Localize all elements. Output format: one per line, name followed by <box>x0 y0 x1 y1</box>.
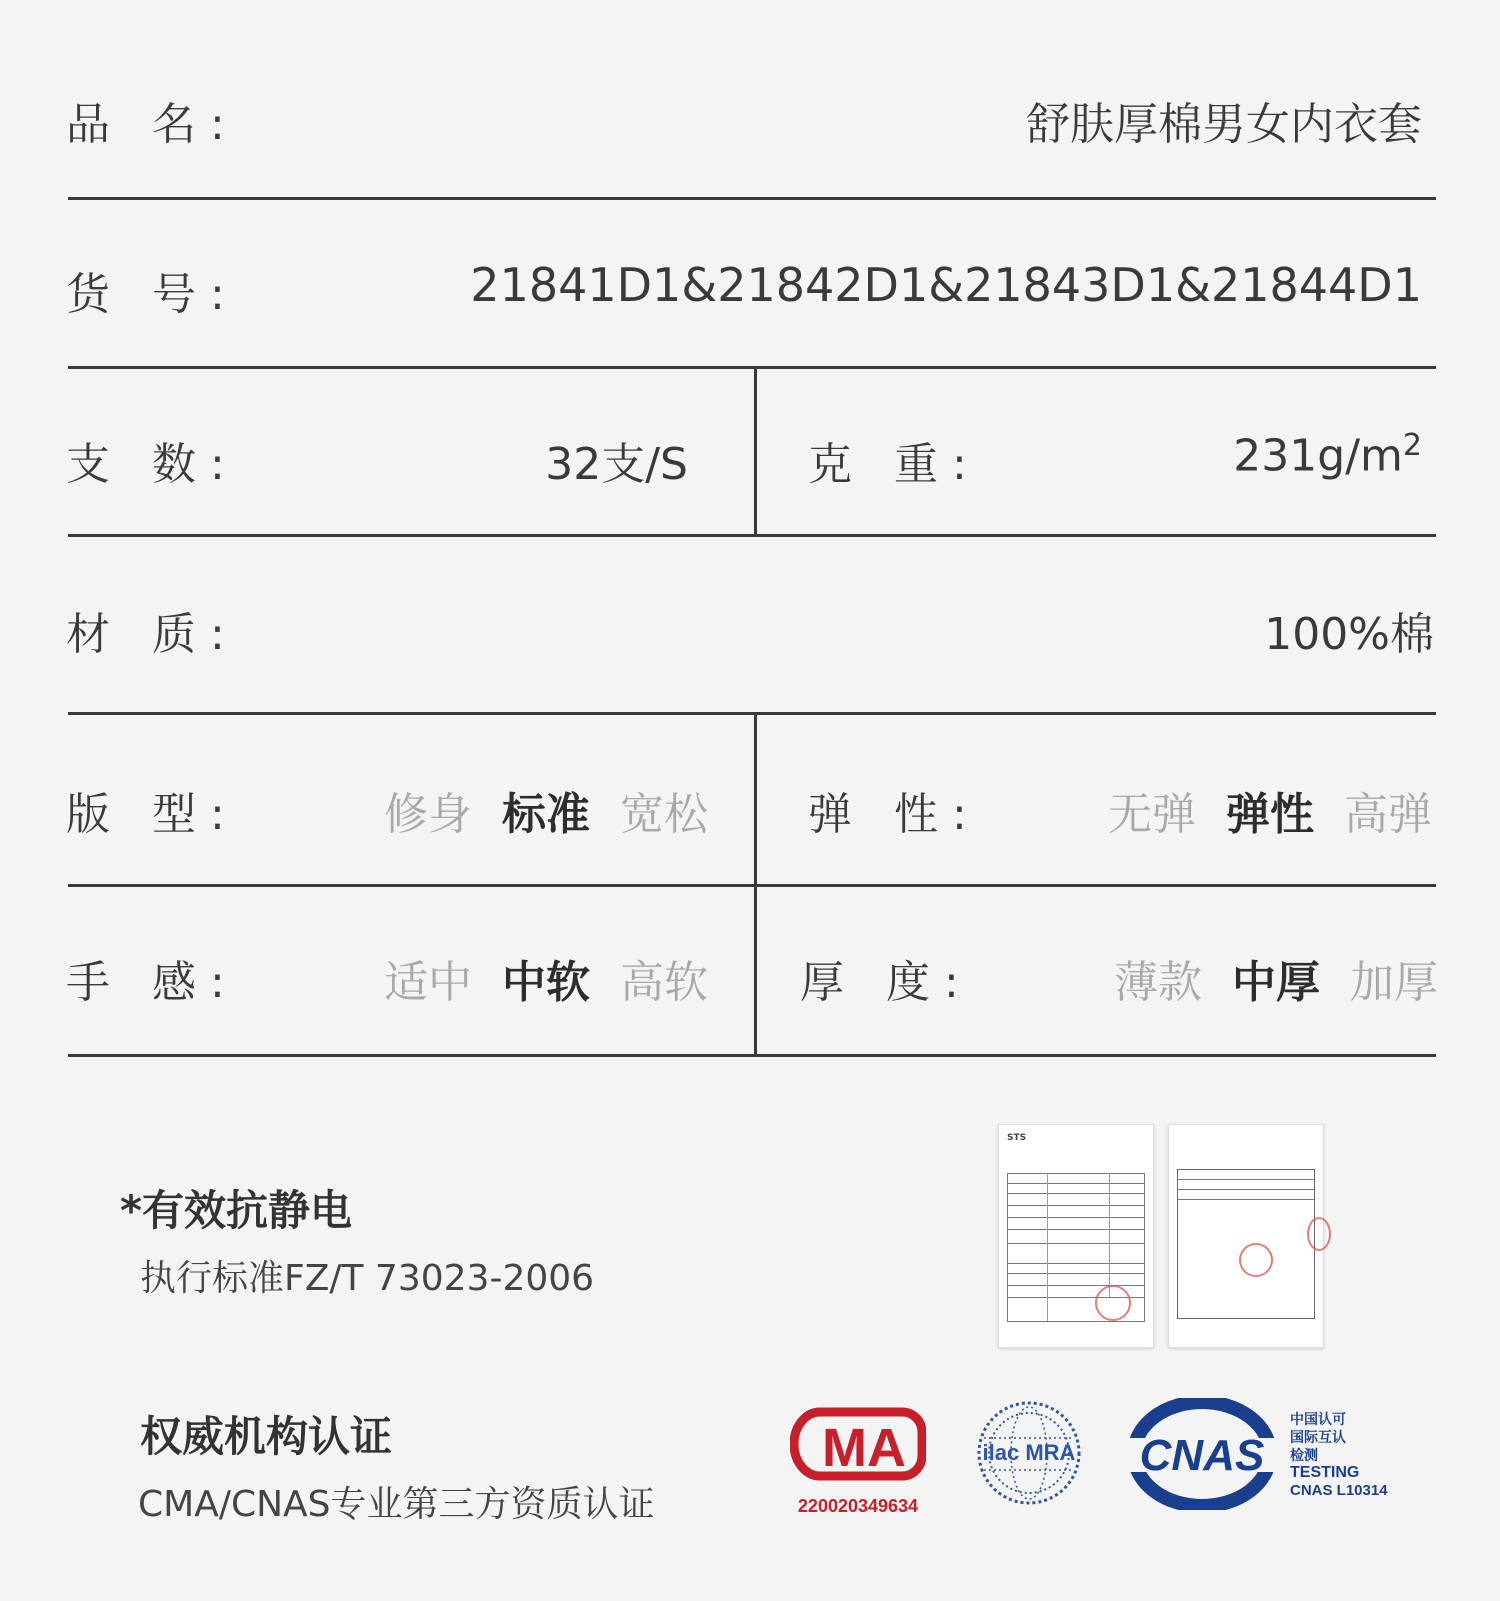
thickness-option: 加厚 <box>1350 957 1438 1008</box>
item-no-value: 21841D1&21842D1&21843D1&21844D1 <box>470 258 1422 312</box>
divider <box>68 884 1436 887</box>
column-divider <box>754 368 757 536</box>
thickness-option-selected: 中厚 <box>1232 957 1320 1008</box>
fit-options <box>384 778 708 842</box>
thickness-options <box>1114 946 1438 1010</box>
fit-option-selected: 标准 <box>502 789 590 840</box>
certification-subtitle: CMA/CNAS专业第三方资质认证 <box>138 1484 655 1525</box>
cnas-text: CNAS <box>1139 1431 1265 1480</box>
elasticity-option: 高弹 <box>1344 789 1432 840</box>
elasticity-option: 无弹 <box>1108 789 1196 840</box>
cma-mark-icon <box>790 1406 926 1482</box>
thickness-label: 厚 度: <box>800 957 973 1008</box>
divider <box>68 534 1436 537</box>
antistatic-title: *有效抗静电 <box>120 1186 352 1235</box>
cnas-line: CNAS L10314 <box>1290 1482 1388 1499</box>
test-report-page-2 <box>1168 1124 1324 1348</box>
elasticity-label: 弹 性: <box>808 789 981 840</box>
cma-logo <box>790 1406 926 1518</box>
fit-label: 版 型: <box>66 789 239 840</box>
product-name-value: 舒肤厚棉男女内衣套 <box>1026 99 1422 150</box>
feel-option-selected: 中软 <box>502 957 590 1008</box>
elasticity-options <box>1108 778 1432 842</box>
thickness-option: 薄款 <box>1114 957 1202 1008</box>
elasticity-option-selected: 弹性 <box>1226 789 1314 840</box>
fit-option: 宽松 <box>620 789 708 840</box>
cma-number: 220020349634 <box>797 1496 919 1516</box>
cma-text: MA <box>822 1418 906 1478</box>
ilac-text: ilac MRA <box>982 1440 1076 1465</box>
fit-option: 修身 <box>384 789 472 840</box>
cnas-line: TESTING <box>1290 1464 1360 1481</box>
yarn-count-value: 32支/S <box>545 439 688 490</box>
item-no-label: 货 号: <box>66 269 239 320</box>
column-divider <box>754 886 757 1056</box>
ilac-globe-icon <box>976 1400 1082 1506</box>
cnas-line: 检测 <box>1290 1447 1318 1463</box>
divider <box>68 712 1436 715</box>
material-label: 材 质: <box>66 609 239 660</box>
cnas-line: 国际互认 <box>1290 1429 1346 1445</box>
ilac-mra-logo <box>976 1400 1082 1506</box>
material-value: 100%棉 <box>1264 609 1434 660</box>
test-report-page-1 <box>998 1124 1154 1348</box>
weight-label: 克 重: <box>808 439 981 490</box>
cnas-mark-icon <box>1128 1398 1276 1510</box>
feel-options <box>384 946 708 1010</box>
feel-option: 适中 <box>384 957 472 1008</box>
feel-label: 手 感: <box>66 957 239 1008</box>
cnas-line: 中国认可 <box>1290 1411 1346 1427</box>
red-seal-icon <box>1239 1243 1273 1277</box>
cnas-logo <box>1128 1398 1276 1510</box>
feel-option: 高软 <box>620 957 708 1008</box>
yarn-count-label: 支 数: <box>66 439 239 490</box>
column-divider <box>754 714 757 886</box>
product-name-label: 品 名: <box>66 99 239 150</box>
red-seal-icon <box>1307 1217 1331 1251</box>
antistatic-standard: 执行标准FZ/T 73023-2006 <box>140 1258 595 1299</box>
divider <box>68 1054 1436 1057</box>
report-logo: STS <box>1007 1133 1027 1143</box>
red-seal-icon <box>1095 1285 1131 1321</box>
divider <box>68 197 1436 200</box>
weight-value: $231g/m^2$ <box>1233 428 1422 482</box>
cnas-caption <box>1290 1410 1388 1500</box>
divider <box>68 366 1436 369</box>
certification-title: 权威机构认证 <box>140 1412 393 1461</box>
